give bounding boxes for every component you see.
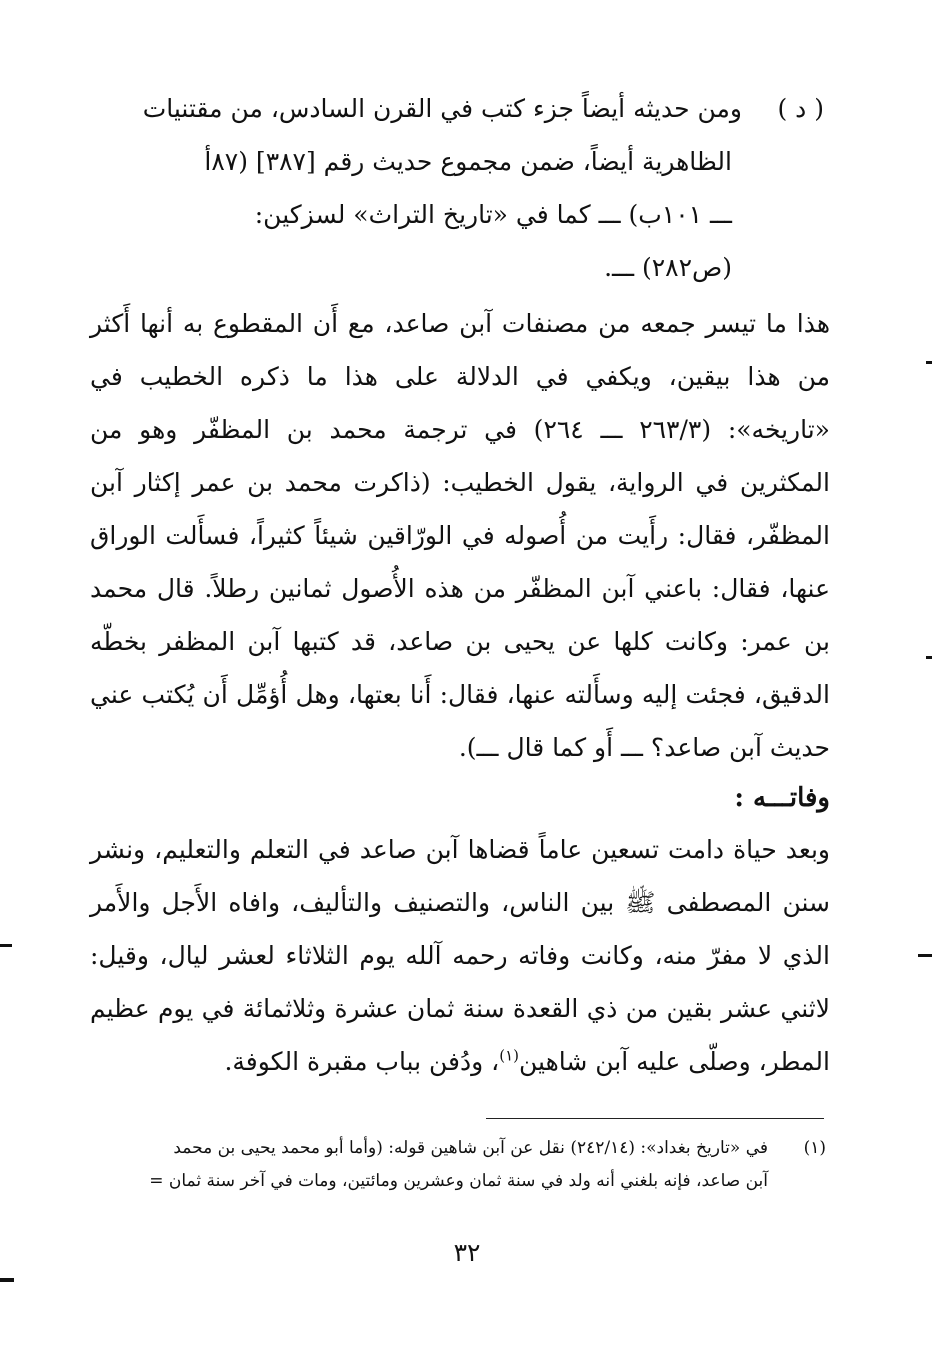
page-number: ٣٢ <box>453 1238 481 1267</box>
section-heading-death: وفاتـــه : <box>734 783 830 813</box>
footnote-separator <box>486 1118 824 1119</box>
entry-d-line-1: ومن حديثه أيضاً جزء كتب في القرن السادس، من مقتنيات <box>142 94 742 123</box>
entry-d-line-2: الظاهرية أيضاً، ضمن مجموع حديث رقم [٣٨٧] (٨٧أ <box>204 147 732 176</box>
footnote-line-2 <box>86 1165 826 1198</box>
scan-edge-mark <box>926 361 932 364</box>
main-paragraph: هذا ما تيسر جمعه من مصنفات آبن صاعد، مع أَن المقطوع به أنها أَكثر من هذا بيقين، ويكفي في الدلالة على هذا ما ذكره الخطيب في «تاريخه»: (٢٦٣/٣ ـــ ٢٦٤) في ترجمة محمد بن المظفّر وهو من المكثرين في الرواية، يقول الخطيب: (ذاكرت محمد بن عمر إكثار آبن المظفّر، فقال: رأَيت من أُصوله في الورّاقين شيئاً كثيراً، فسأَلت الوراق عنها، فقال: باعني آبن المظفّر من هذه الأُصول ثمانين رطلاً. قال محمد بن عمر: وكانت كلها عن يحيى بن صاعد، قد كتبها آبن المظفر بخطّه الدقيق، فجئت إليه وسأَلته عنها، فقال: أَنا بعتها، وهل أُؤمِّل أَن يُكتب عني حديث آبن صاعد؟ ـــ أَو كما قال ـــ). <box>90 309 830 762</box>
entry-d-marker: ( د ) <box>777 94 824 123</box>
footnote-line-1 <box>86 1132 826 1165</box>
scan-edge-mark <box>926 656 932 659</box>
entry-d-line-4: (ص٢٨٢) ـــ. <box>604 253 732 282</box>
death-paragraph <box>90 823 830 1088</box>
entry-d <box>96 82 824 294</box>
scan-edge-mark <box>0 944 12 947</box>
footnote-text-1: في «تاريخ بغداد»: (٢٤٢/١٤) نقل عن آبن شاهين قوله: (وأما أبو محمد يحيى بن محمد <box>173 1138 768 1158</box>
footnote-text-2: آبن صاعد، فإنه بلغني أنه ولد في سنة ثمان وعشرين ومائتين، ومات في آخر سنة ثمان = <box>149 1171 768 1191</box>
footnote <box>86 1132 826 1198</box>
footnote-reference[interactable]: (١) <box>499 1046 519 1065</box>
entry-d-line-3: ـــ ١٠١ب) ـــ كما في «تاريخ التراث» لسزكين: <box>254 200 732 229</box>
footnote-number: (١) <box>803 1138 826 1158</box>
scan-edge-mark <box>0 1278 14 1282</box>
death-text-before-note: وبعد حياة دامت تسعين عاماً قضاها آبن صاعد في التعلم والتعليم، ونشر سنن المصطفى ﷺ بين الناس، والتصنيف والتأليف، وافاه الأَجل والأَمر الذي لا مفرّ منه، وكانت وفاته رحمه آلله يوم الثلاثاء لعشر ليال، وقيل: لاثني عشر بقين من ذي القعدة سنة ثمان عشرة وثلاثمائة في يوم عظيم المطر، وصلّى عليه آبن شاهين <box>90 835 830 1076</box>
death-text-after-note: ، ودُفن بباب مقبرة الكوفة. <box>224 1047 500 1076</box>
scan-edge-mark <box>918 954 932 957</box>
